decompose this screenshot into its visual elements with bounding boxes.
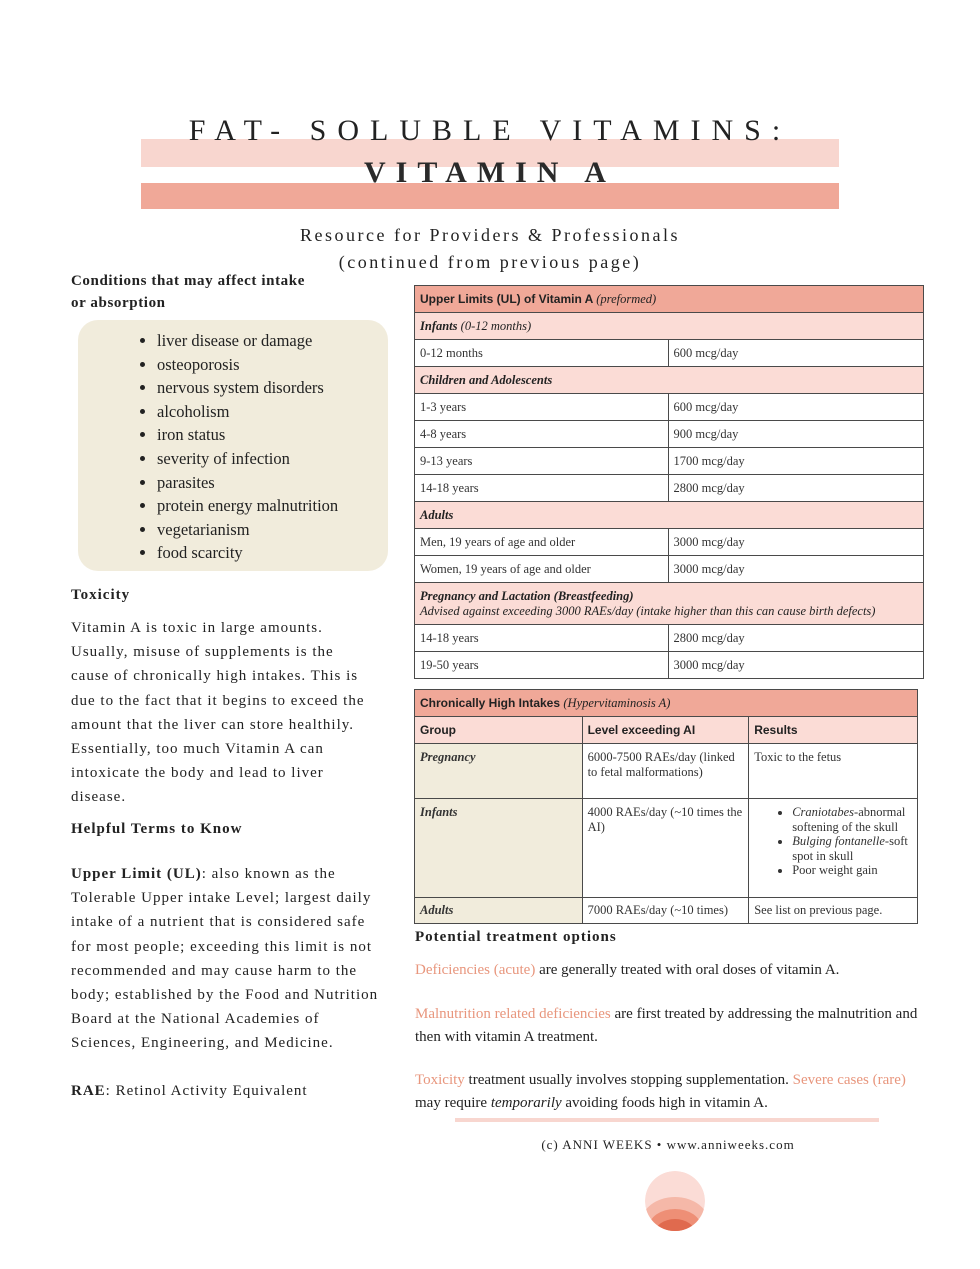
text-line: Sciences, Engineering, and Medicine. — [71, 1035, 334, 1052]
age-cell: Women, 19 years of age and older — [415, 556, 669, 583]
result-term: Craniotabes — [792, 805, 855, 819]
highlight-text: Malnutrition related deficiencies — [415, 1006, 611, 1022]
text-fragment: : also known as the — [201, 866, 336, 882]
list-item — [792, 834, 912, 863]
section-text: Infants — [420, 318, 458, 333]
group-cell: Adults — [415, 898, 583, 924]
result-text: -soft spot in skull — [792, 834, 908, 863]
table-row — [415, 898, 918, 924]
rae-term: RAE — [71, 1083, 106, 1099]
text-line: Usually, misuse of supplements is the — [71, 644, 334, 661]
treatment-paragraph-1 — [415, 959, 945, 982]
age-cell: 4-8 years — [415, 421, 669, 448]
text-line: body; established by the Food and Nutrition — [71, 987, 379, 1004]
text-line: Tolerable Upper intake Level; largest daily — [71, 890, 372, 907]
highlight-text: Toxicity — [415, 1072, 465, 1088]
ul-definition — [71, 862, 411, 1056]
text-line: intoxicate the body and lead to liver — [71, 765, 324, 782]
level-cell: 6000-7500 RAEs/day (linked to fetal malformations) — [582, 744, 749, 799]
text-line: Vitamin A is toxic in large amounts. — [71, 620, 323, 636]
table-row — [415, 448, 924, 475]
text-line — [71, 862, 411, 886]
table-row — [415, 421, 924, 448]
limit-cell: 1700 mcg/day — [668, 448, 924, 475]
table-row — [415, 744, 918, 799]
section-row — [415, 313, 924, 340]
title-text: Upper Limits (UL) of Vitamin A — [420, 291, 593, 306]
list-item: • parasites — [157, 471, 338, 495]
column-header: Level exceeding AI — [582, 717, 749, 744]
table-title — [415, 690, 918, 717]
section-row — [415, 502, 924, 529]
section-row — [415, 583, 924, 625]
ul-term: Upper Limit (UL) — [71, 866, 202, 882]
limit-cell: 600 mcg/day — [668, 394, 924, 421]
age-cell: 19-50 years — [415, 652, 669, 679]
table-title-row — [415, 286, 924, 313]
toxicity-heading: Toxicity — [71, 587, 131, 603]
limit-cell: 900 mcg/day — [668, 421, 924, 448]
list-item: • iron status — [157, 423, 338, 447]
list-item: • liver disease or damage — [157, 329, 338, 353]
result-cell — [749, 799, 918, 898]
text-line: Essentially, too much Vitamin A can — [71, 741, 324, 758]
limit-cell: 3000 mcg/day — [668, 652, 924, 679]
conditions-list — [131, 329, 338, 565]
section-label — [415, 313, 924, 340]
paragraph-text: treatment usually involves stopping supplementation. — [464, 1072, 793, 1088]
result-cell: Toxic to the fetus — [749, 744, 918, 799]
table-row — [415, 394, 924, 421]
limit-cell: 600 mcg/day — [668, 340, 924, 367]
footer-divider — [455, 1118, 879, 1122]
result-term: Bulging fontanelle — [792, 834, 885, 848]
section-label: Children and Adolescents — [415, 367, 924, 394]
text-line: cause of chronically high intakes. This is — [71, 668, 359, 685]
level-cell: 7000 RAEs/day (~10 times) — [582, 898, 749, 924]
subtitle-line1: Resource for Providers & Professionals — [300, 225, 680, 245]
treatment-heading: Potential treatment options — [415, 929, 617, 945]
paragraph-text: are generally treated with oral doses of vitamin A. — [535, 962, 840, 978]
section-note: Advised against exceeding 3000 RAEs/day (intake higher than this can cause birth defects) — [420, 603, 876, 618]
list-item — [792, 863, 912, 878]
list-item: • nervous system disorders — [157, 376, 338, 400]
table-row — [415, 799, 918, 898]
list-item: • severity of infection — [157, 447, 338, 471]
list-item: • vegetarianism — [157, 518, 338, 542]
table-row — [415, 475, 924, 502]
text-line: amount that the liver can store healthily. — [71, 716, 355, 733]
age-cell: 14-18 years — [415, 625, 669, 652]
upper-limits-table — [414, 285, 924, 679]
list-item: • food scarcity — [157, 541, 338, 565]
result-text: Poor weight gain — [792, 863, 878, 877]
list-item — [792, 805, 912, 834]
limit-cell: 2800 mcg/day — [668, 625, 924, 652]
table-row — [415, 529, 924, 556]
table-row — [415, 340, 924, 367]
age-cell: 9-13 years — [415, 448, 669, 475]
limit-cell: 2800 mcg/day — [668, 475, 924, 502]
subtitle-line2: (continued from previous page) — [338, 252, 642, 272]
table-row — [415, 625, 924, 652]
group-cell: Pregnancy — [415, 744, 583, 799]
section-text: Pregnancy and Lactation (Breastfeeding) — [420, 588, 634, 603]
section-note: (0-12 months) — [460, 318, 532, 333]
page-title-line1: FAT- SOLUBLE VITAMINS: — [188, 114, 792, 147]
list-item: • osteoporosis — [157, 353, 338, 377]
section-label — [415, 583, 924, 625]
text-line: for most people; exceeding this limit is not — [71, 938, 373, 955]
section-label: Adults — [415, 502, 924, 529]
text-line: due to the fact that it begins to exceed the — [71, 692, 365, 709]
results-list — [754, 805, 912, 878]
title-note: (Hypervitaminosis A) — [563, 695, 671, 710]
title-note: (preformed) — [596, 291, 657, 306]
age-cell: 14-18 years — [415, 475, 669, 502]
text-line: intake of a nutrient that is considered safe — [71, 914, 366, 931]
high-intakes-table — [414, 689, 918, 924]
emphasis-text: temporarily — [490, 1094, 562, 1111]
text-line: Board at the National Academies of — [71, 1011, 320, 1028]
text-line: recommended and may cause harm to the — [71, 962, 358, 979]
rae-definition — [71, 1079, 308, 1103]
paragraph-text: avoiding foods high in vitamin A. — [561, 1094, 768, 1111]
subtitle — [0, 222, 980, 276]
highlight-text: Severe cases (rare) — [792, 1072, 906, 1088]
title-text: Chronically High Intakes — [420, 695, 561, 710]
column-header-row — [415, 717, 918, 744]
conditions-heading-line2: or absorption — [71, 295, 166, 311]
treatment-paragraph-2 — [415, 1003, 945, 1048]
section-row — [415, 367, 924, 394]
terms-heading: Helpful Terms to Know — [71, 821, 243, 837]
age-cell: Men, 19 years of age and older — [415, 529, 669, 556]
brand-logo-icon — [645, 1171, 705, 1231]
limit-cell: 3000 mcg/day — [668, 556, 924, 583]
limit-cell: 3000 mcg/day — [668, 529, 924, 556]
text-line: disease. — [71, 789, 127, 806]
age-cell: 0-12 months — [415, 340, 669, 367]
toxicity-text — [71, 616, 406, 810]
age-cell: 1-3 years — [415, 394, 669, 421]
paragraph-text: may require — [415, 1094, 491, 1111]
result-cell: See list on previous page. — [749, 898, 918, 924]
list-item: • protein energy malnutrition — [157, 494, 338, 518]
conditions-heading — [71, 270, 361, 314]
rae-def-text: : Retinol Activity Equivalent — [105, 1083, 308, 1099]
column-header: Results — [749, 717, 918, 744]
table-row — [415, 652, 924, 679]
highlight-text: Deficiencies (acute) — [415, 962, 536, 978]
treatment-paragraph-3 — [415, 1069, 915, 1114]
table-title — [415, 286, 924, 313]
footer-credit: (c) ANNI WEEKS • www.anniweeks.com — [541, 1137, 795, 1152]
paragraph-text: are first treated by addressing the malnutrition and then with vitamin A treatment. — [415, 1006, 918, 1045]
table-row — [415, 556, 924, 583]
result-text: -abnormal softening of the skull — [792, 805, 906, 834]
column-header: Group — [415, 717, 583, 744]
group-cell: Infants — [415, 799, 583, 898]
page-title-line2: VITAMIN A — [364, 156, 616, 189]
table-title-row — [415, 690, 918, 717]
list-item: • alcoholism — [157, 400, 338, 424]
conditions-heading-line1: Conditions that may affect intake — [71, 273, 305, 289]
level-cell: 4000 RAEs/day (~10 times the AI) — [582, 799, 749, 898]
